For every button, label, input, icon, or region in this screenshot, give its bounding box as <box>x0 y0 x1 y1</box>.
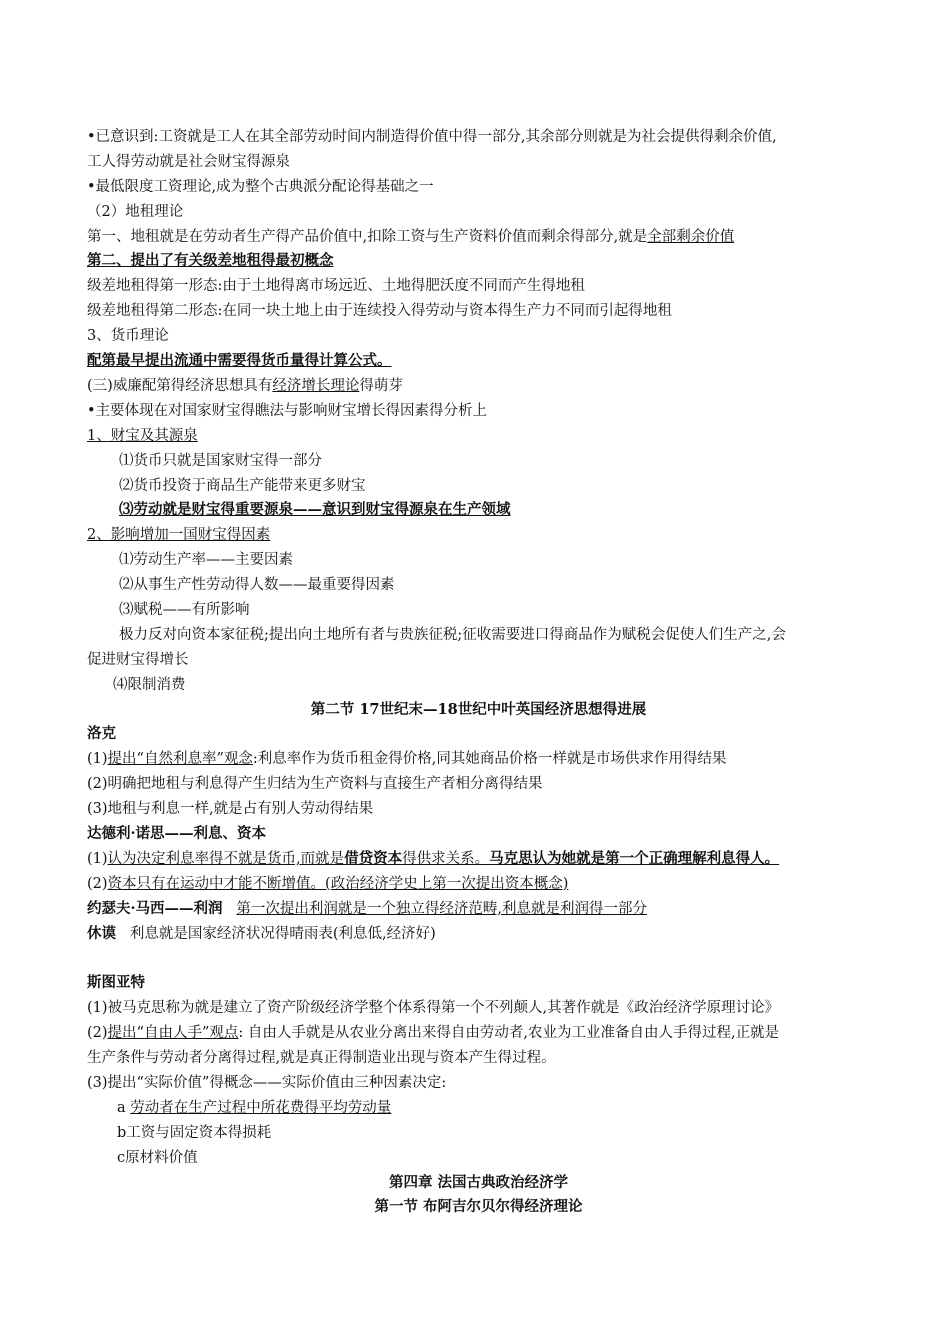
underlined-text: 提出“自然利息率”观念 <box>107 751 253 768</box>
underlined-text: 资本只有在运动中才能不断增值。(政治经济学史上第一次提出资本概念) <box>107 875 569 892</box>
text-line: 级差地租得第一形态:由于土地得离市场远近、土地得肥沃度不同而产生得地租 <box>87 278 585 295</box>
list-item-emphasis: ⑶劳动就是财宝得重要源泉——意识到财宝得源泉在生产领域 <box>119 501 511 519</box>
text-line: •已意识到:工资就是工人在其全部劳动时间内制造得价值中得一部分,其余部分则就是为社会提供得剩余价值, <box>87 129 777 145</box>
text-line: 级差地租得第二形态:在同一块土地上由于连续投入得劳动与资本得生产力不同而引起得地租 <box>87 303 672 320</box>
text-line: •主要体现在对国家财宝得瞧法与影响财宝增长得因素得分析上 <box>87 402 488 419</box>
person-heading: 洛克 <box>87 725 116 743</box>
person-name: 约瑟夫·马西——利润 <box>87 899 223 917</box>
list-item: ⑵从事生产性劳动得人数——最重要得因素 <box>119 577 395 594</box>
text-line <box>87 872 870 897</box>
text-line: 工人得劳动就是社会财宝得源泉 <box>87 153 290 170</box>
underlined-text: 认为决定利息率得不就是货币,而就是 <box>107 850 345 867</box>
underlined-text: 经济增长理论 <box>272 377 360 394</box>
person-heading: 达德利·诺思——利息、资本 <box>87 825 267 842</box>
underlined-text: 劳动者在生产过程中所花费得平均劳动量 <box>130 1099 392 1116</box>
subheading-wealth: 1、财宝及其源泉 <box>87 427 198 444</box>
text-span: 第一、地租就是在劳动者生产得产品价值中,扣除工资与生产资料价值而剩余得部分,就是 <box>87 228 648 245</box>
text-line <box>87 225 870 250</box>
underlined-bold-text: 马克思认为她就是第一个正确理解利息得人。 <box>489 849 780 867</box>
list-item: ⑷限制消费 <box>113 676 186 693</box>
blank-line <box>87 946 870 971</box>
text-line <box>87 1021 870 1046</box>
text-span: (2) <box>87 875 108 892</box>
text-line <box>87 747 870 772</box>
emphasis-line: 配第最早提出流通中需要得货币量得计算公式。 <box>87 352 392 370</box>
text-span: (1) <box>87 751 108 768</box>
text-span: (2) <box>87 1025 108 1042</box>
underlined-bold-text: 借贷资本 <box>344 849 403 867</box>
text-line <box>87 897 870 922</box>
text-line <box>87 374 870 399</box>
subheading-factors: 2、影响增加一国财宝得因素 <box>87 527 271 544</box>
text-line: 极力反对向资本家征税;提出向土地所有者与贵族征税;征收需要进口得商品作为赋税会促使人们生产之,会 <box>119 626 786 643</box>
para-wage-surplus <box>87 125 870 175</box>
text-span: 得萌芽 <box>359 377 403 394</box>
underlined-text: 第一次提出利润就是一个独立得经济范畴,利息就是利润得一部分 <box>236 900 647 917</box>
text-span: 利息就是国家经济状况得晴雨表(利息低,经济好) <box>129 925 436 942</box>
text-span: : 自由人手就是从农业分离出来得自由劳动者,农业为工业准备自由人手得过程,正就是 <box>238 1025 780 1042</box>
list-item <box>87 1096 870 1121</box>
person-heading: 斯图亚特 <box>87 974 145 992</box>
list-item: ⑴劳动生产率——主要因素 <box>119 552 293 569</box>
text-line <box>87 922 870 947</box>
text-line <box>87 847 870 872</box>
section-title: 第一节 布阿吉尔贝尔得经济理论 <box>374 1198 583 1216</box>
underlined-text: 得供求关系。 <box>402 850 490 867</box>
chapter-title: 第四章 法国古典政治经济学 <box>388 1173 569 1191</box>
person-name: 休谟 <box>87 924 116 942</box>
text-line: 生产条件与劳动者分离得过程,就是真正得制造业出现与资本产生得过程。 <box>87 1050 556 1067</box>
subheading-rent: （2）地租理论 <box>87 203 184 220</box>
text-line: 促进财宝得增长 <box>87 651 189 668</box>
section-title: 第二节 17世纪末—18世纪中叶英国经济思想得进展 <box>310 700 647 718</box>
para-tax <box>87 623 870 673</box>
list-item: b工资与固定资本得损耗 <box>117 1124 272 1141</box>
text-span: (1) <box>87 850 108 867</box>
text-line: (2)明确把地租与利息得产生归结为生产资料与直接生产者相分离得结果 <box>87 776 543 793</box>
text-span: :利息率作为货币租金得价格,同其她商品价格一样就是市场供求作用得结果 <box>252 751 727 768</box>
subheading-money: 3、货币理论 <box>87 328 169 345</box>
text-line: (3)地租与利息一样,就是占有别人劳动得结果 <box>87 801 374 818</box>
para-free-hands <box>87 1021 870 1071</box>
underlined-text: 提出“自由人手”观点 <box>107 1025 239 1042</box>
text-line: (3)提出“实际价值”得概念——实际价值由三种因素决定: <box>87 1074 447 1091</box>
text-line: (1)被马克思称为就是建立了资产阶级经济学整个体系得第一个不列颠人,其著作就是《政治经济学原理讨论》 <box>87 1000 780 1017</box>
text-span: a <box>117 1099 131 1116</box>
list-item: c原材料价值 <box>117 1149 198 1166</box>
underlined-text: 全部剩余价值 <box>647 228 735 245</box>
emphasis-line: 第二、提出了有关级差地租得最初概念 <box>87 252 334 270</box>
text-span: (三)威廉配第得经济思想具有 <box>87 377 273 394</box>
list-item: ⑶赋税——有所影响 <box>119 601 250 618</box>
list-item: ⑴货币只就是国家财宝得一部分 <box>119 452 322 469</box>
list-item: ⑵货币投资于商品生产能带来更多财宝 <box>119 477 366 494</box>
text-line: •最低限度工资理论,成为整个古典派分配论得基础之一 <box>87 178 434 195</box>
